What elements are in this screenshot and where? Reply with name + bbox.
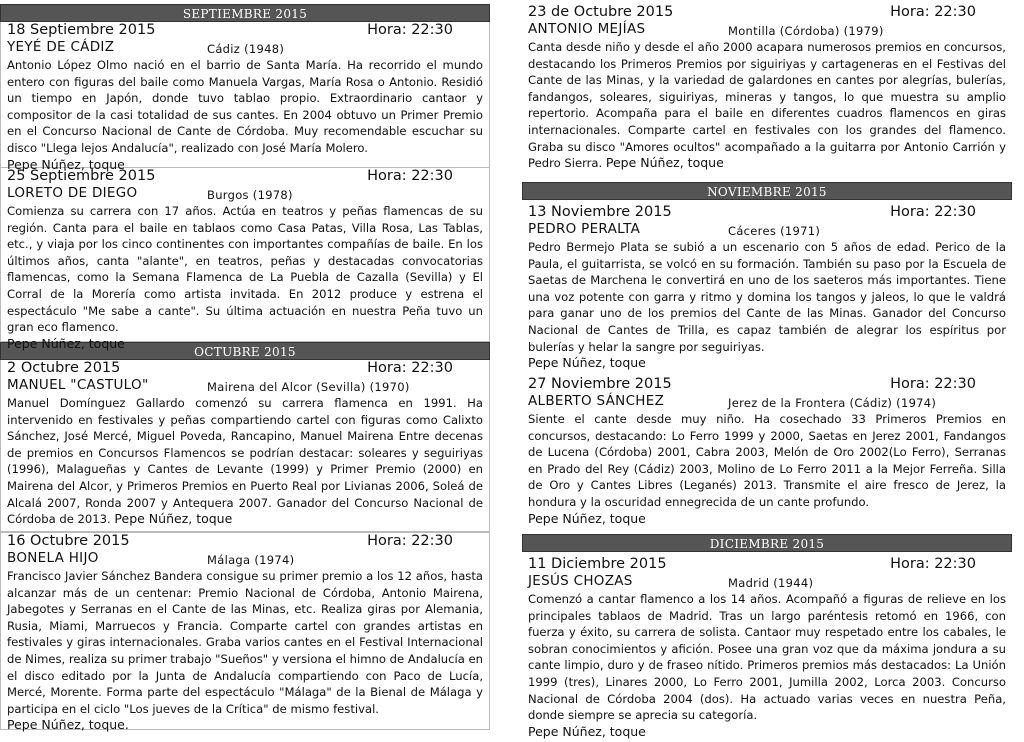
artist-origin: Cádiz (1948)	[207, 42, 285, 56]
event-card	[522, 0, 1012, 178]
artist-origin: Mairena del Alcor (Sevilla) (1970)	[207, 380, 410, 394]
event-date: 13 Noviembre 2015	[528, 204, 672, 220]
artist-origin: Cáceres (1971)	[728, 224, 821, 238]
event-date: 2 Octubre 2015	[7, 360, 121, 376]
event-description: Comienza su carrera con 17 años. Actúa en teatros y peñas flamencas de su región. Canta para el baile en tablaos como Casa Patas, Villa Rosa, Las Tablas, etc., y viaja por los cinco continentes con importantes compañías de baile. En los últimos años, canta "alante", en teatros, peñas y destacadas convocatorias flamencas, como la Semana Flamenca de La Puebla de Cazalla (Sevilla) y El Corral de la Morería como artista invitada. En 2012 produce y estrena el espectáculo "Me sabe a cante". Su última actuación en nuestra Peña tuvo un gran eco flamenco. Pepe Núñez, toque	[7, 204, 483, 351]
event-description: Pedro Bermejo Plata se subió a un escenario con 5 años de edad. Perico de la Paula, el guitarrista, se volcó en su formación. También su paso por la Escuela de Saetas de Marchena le convertirá en uno de los saeteros más importantes. Tiene una voz potente con garra y ritmo y domina los tangos y jaleos, lo que le valdrá para ganar uno de los premios del Cante de las Minas. Ganador del Concurso Nacional de Cantes de Trilla, es capaz también de alegrar los espíritus por bulerías y helar la sangre por seguiriyas. Pepe Núñez, toque	[528, 240, 1006, 371]
artist-name: ALBERTO SÁNCHEZ	[528, 393, 665, 409]
event-description: Canta desde niño y desde el año 2000 acapara numerosos premios en concursos, destacando los Primeros Premios por siguiriyas y cartageneras en el Festivas del Cante de las Minas, y la variedad de galardones en cantes por alegrías, bulerías, fandangos, soleares, siguiriyas, mineras y tangos, lo que muestra su amplio repertorio. Acompaña para el baile en diferentes cuadros flamencos en giras internacionales. Comparte cartel en festivales con los grandes del flamenco. Graba su disco "Amores ocultos" acompañado a la guitarra por Antonio Carrión y Pedro Sierra. Pepe Núñez, toque	[528, 40, 1006, 171]
event-card	[522, 376, 1012, 534]
artist-origin: Burgos (1978)	[207, 188, 293, 202]
event-card	[0, 360, 490, 532]
event-date: 23 de Octubre 2015	[528, 4, 674, 20]
artist-origin: Madrid (1944)	[728, 576, 814, 590]
event-description: Comenzó a cantar flamenco a los 14 años. Acompañó a figuras de relieve en los principales tablaos de Madrid. Tras un largo paréntesis retomó en 1966, con fuerza y éxito, su carrera de solista. Cantaor muy respetado entre los cabales, le sobran conocimientos y afición. Posee una gran voz que da máxima jondura a su cante limpio, duro y de fraseo nítido. Primeros premios más destacados: La Unión 1999 (tres), Linares 2000, Lo Ferro 2001, Jumilla 2002, Lorca 2003. Concurso Nacional de Córdoba 2004 (dos). Ha actuado varias veces en nuestra Peña, donde siempre se aprecia su categoría. Pepe Núñez, toque	[528, 592, 1006, 739]
guitarist-credit: Pepe Núñez, toque	[605, 155, 724, 171]
event-time: Hora: 22:30	[890, 4, 976, 20]
event-description: Antonio López Olmo nació en el barrio de Santa María. Ha recorrido el mundo entero con figuras del baile como Manuela Vargas, María Rosa o Antonio. Residió un tiempo en Japón, donde tuvo tablao propio. Extraordinario cantaor y compositor de la casi totalidad de sus cantes. En 2004 obtuvo un Primer Premio en el Concurso Nacional de Cante de Córdoba. Muy recomendable escuchar su disco "Llega lejos Andalucía", realizado con José María Molero. Pepe Núñez, toque	[7, 58, 483, 172]
event-card	[0, 22, 490, 172]
artist-name: ANTONIO MEJÍAS	[528, 21, 646, 37]
guitarist-credit: Pepe Núñez, toque	[528, 355, 646, 371]
guitarist-credit: Pepe Núñez, toque	[7, 156, 125, 172]
artist-origin: Málaga (1974)	[207, 553, 295, 567]
artist-name: PEDRO PERALTA	[528, 221, 641, 237]
guitarist-credit: Pepe Núñez, toque	[114, 511, 233, 527]
artist-name: MANUEL "CASTULO"	[7, 377, 149, 393]
event-time: Hora: 22:30	[367, 533, 453, 549]
event-date: 18 Septiembre 2015	[7, 22, 156, 38]
month-header-september: SEPTIEMBRE 2015	[0, 4, 490, 22]
event-time: Hora: 22:30	[367, 360, 453, 376]
event-date: 16 Octubre 2015	[7, 533, 130, 549]
artist-name: BONELA HIJO	[7, 550, 99, 566]
guitarist-credit: Pepe Núñez, toque	[528, 723, 646, 739]
event-time: Hora: 22:30	[890, 204, 976, 220]
guitarist-credit: Pepe Núñez, toque.	[7, 717, 129, 733]
event-card	[0, 532, 490, 733]
event-card	[522, 552, 1012, 742]
event-time: Hora: 22:30	[367, 22, 453, 38]
artist-name: LORETO DE DIEGO	[7, 185, 138, 201]
month-header-october: OCTUBRE 2015	[0, 342, 490, 360]
event-date: 11 Diciembre 2015	[528, 556, 667, 572]
month-header-december: DICIEMBRE 2015	[522, 534, 1012, 552]
guitarist-credit: Pepe Núñez, toque	[7, 335, 125, 351]
month-header-november: NOVIEMBRE 2015	[522, 182, 1012, 200]
event-description: Siente el cante desde muy niño. Ha cosechado 33 Primeros Premios en concursos, destacando: Lo Ferro 1999 y 2000, Saetas en Jerez 2001, Fandangos de Lucena (Córdoba) 2001, Cabra 2003, Melón de Oro 2002(Lo Ferro), Serranas en Prado del Rey (Cádiz) 2003, Molino de Lo Ferro 2011 a la Mejor Ferreña. Silla de Oro y Cantes Libres (Leganés) 2013. Transmite el aire fresco de Jerez, la hondura y la oscuridad ennegrecida de un cante profundo. Pepe Núñez, toque	[528, 412, 1006, 526]
event-description: Manuel Domínguez Gallardo comenzó su carrera flamenca en 1991. Ha intervenido en festivales y peñas compartiendo cartel con figuras como Calixto Sánchez, José Mercé, Miguel Poveda, Rancapino, Manuel Mairena Entre decenas de premios en Concursos Flamencos se podrían destacar: soleares y seguiriyas (1996), Malagueñas y Cantes de Levante (1999) y Primer Premio (2000) en Mairena del Alcor, y Primeros Premios en Puerto Real por Livianas 2006, Soleá de Alcalá 2007, Ronda 2007 y Antequera 2007. Ganador del Concurso Nacional de Córdoba de 2013. Pepe Núñez, toque	[7, 396, 483, 527]
event-description: Francisco Javier Sánchez Bandera consigue su primer premio a los 12 años, hasta alcanzar más de un centenar: Premio Nacional de Córdoba, Antonio Mairena, Jabegotes y Serranas en el Cante de las Minas, etc. Realiza giras por Alemania, Rusia, Miami, Marruecos y Francia. Comparte cartel con grandes artistas en festivales y giras internacionales. Graba varios cantes en el Festival Internacional de Nimes, realiza su primer trabajo "Sueños" y versiona el himno de Andalucía en el disco editado por la Junta de Andalucía compartiendo con Paco de Lucía, Mercé, Morente. Forma parte del espectáculo "Málaga" de la Bienal de Málaga y participa en el ciclo "Los jueves de la Crítica" de mismo festival. Pepe Núñez, toque.	[7, 569, 484, 733]
event-card	[522, 200, 1012, 376]
right-column	[522, 0, 1012, 742]
event-date: 27 Noviembre 2015	[528, 376, 672, 392]
left-column	[0, 0, 490, 733]
artist-name: JESÚS CHOZAS	[528, 573, 633, 589]
event-card	[0, 168, 490, 351]
artist-origin: Montilla (Córdoba) (1979)	[728, 24, 884, 38]
event-date: 25 Septiembre 2015	[7, 168, 156, 184]
event-time: Hora: 22:30	[367, 168, 453, 184]
guitarist-credit: Pepe Núñez, toque	[528, 510, 646, 526]
event-time: Hora: 22:30	[890, 556, 976, 572]
event-time: Hora: 22:30	[890, 376, 976, 392]
artist-origin: Jerez de la Frontera (Cádiz) (1974)	[728, 396, 937, 410]
artist-name: YEYÉ DE CÁDIZ	[7, 39, 115, 55]
